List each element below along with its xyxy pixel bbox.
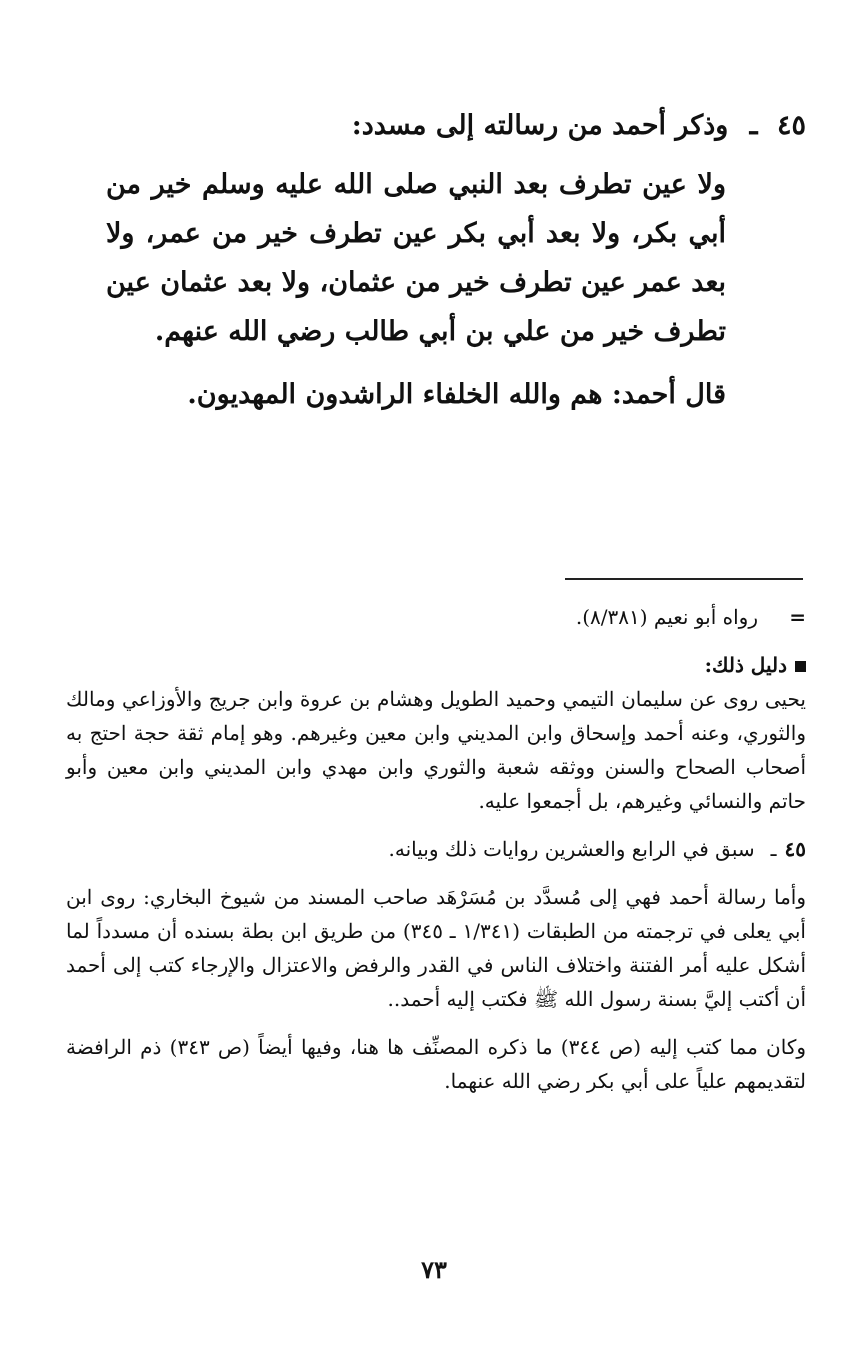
continuation-marker: =: [789, 605, 806, 629]
item-number: ٤٥: [776, 110, 806, 141]
evidence-heading-text: دليل ذلك:: [704, 653, 787, 677]
main-paragraph: ولا عين تطرف بعد النبي صلى الله عليه وسلم خير من أبي بكر، ولا بعد أبي بكر عين تطرف خير من عمر، ولا بعد عمر عين تطرف خير من عثمان، ولا بعد عثمان عين تطرف خير من علي بن أبي طالب رضي الله عنهم.: [106, 169, 726, 347]
item-dash: ـ: [749, 110, 758, 141]
note-number: ٤٥: [784, 837, 806, 861]
footnote-continuation: [66, 600, 806, 634]
footnote-separator: [565, 578, 803, 580]
note-line: سبق في الرابع والعشرين روايات ذلك وبيانه.: [388, 837, 755, 861]
evidence-text: يحيى روى عن سليمان التيمي وحميد الطويل وهشام بن عروة وابن جريج والأوزاعي ومالك والثوري، وعنه أحمد وإسحاق وابن المديني وابن معين وغيرهم. وهو إمام ثقة حجة احتج به أصحاب الصحاح والسنن ووثقه شعبة والثوري وابن مهدي وابن المديني وابن معين وأبو حاتم والنسائي وغيرهم، بل أجمعوا عليه.: [66, 687, 806, 813]
note-dash: ـ: [770, 837, 777, 861]
evidence-heading: [66, 648, 806, 682]
main-text: [106, 160, 726, 419]
main-heading: [66, 104, 806, 148]
closing-statement: قال أحمد: هم والله الخلفاء الراشدون المهديون.: [187, 379, 726, 410]
footnote-note: [66, 832, 806, 866]
source-line: رواه أبو نعيم (٨/٣٨١).: [575, 605, 758, 629]
note-paragraph-1: وأما رسالة أحمد فهي إلى مُسدَّد بن مُسَرْهَد صاحب المسند من شيوخ البخاري: روى ابن أبي يعلى في ترجمته من الطبقات (١/٣٤١ ـ ٣٤٥) من طريق ابن بطة بسنده أن مسدداً لما أشكل عليه أمر الفتنة واختلاف الناس في القدر والرفض والاعتزال والإرجاء كتب إلى أحمد أن أكتب إليَّ بسنة رسول الله ﷺ فكتب إليه أحمد..: [66, 885, 806, 1011]
footnotes-section: [66, 600, 806, 1098]
square-bullet-icon: [795, 661, 806, 672]
note-paragraph-2: وكان مما كتب إليه (ص ٣٤٤) ما ذكره المصنِّف ها هنا، وفيها أيضاً (ص ٣٤٣) ذم الرافضة لتقديمهم علياً على أبي بكر رضي الله عنهما.: [66, 1035, 806, 1093]
page-number: ٧٣: [421, 1255, 447, 1284]
heading-text: وذكر أحمد من رسالته إلى مسدد:: [351, 110, 729, 141]
